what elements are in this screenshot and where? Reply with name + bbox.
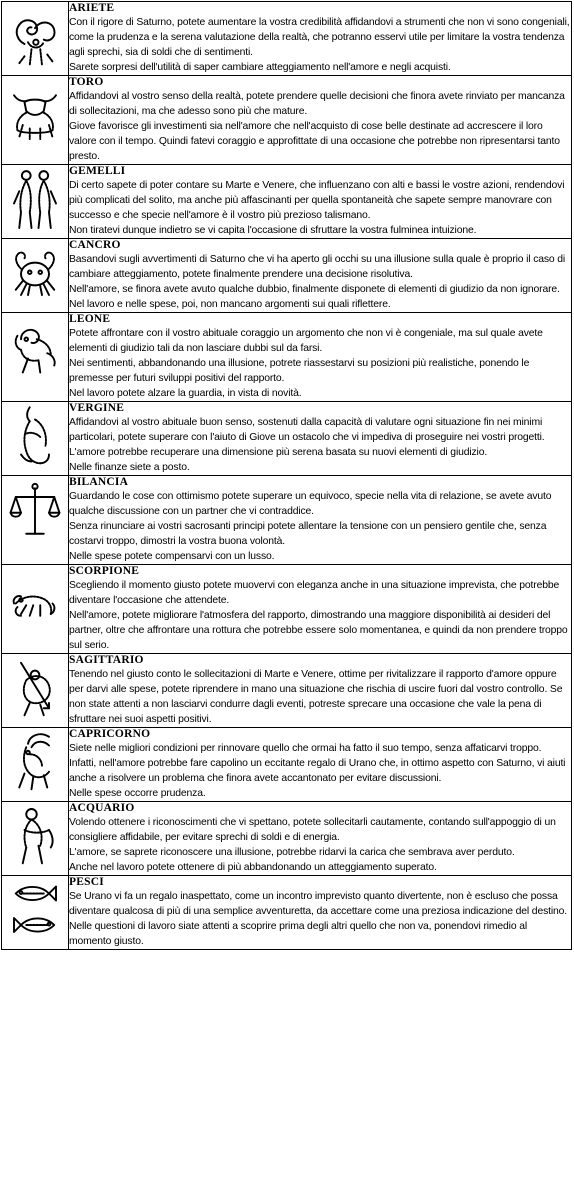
sign-name: ACQUARIO xyxy=(69,802,135,814)
horoscope-row xyxy=(2,876,572,950)
forecast-paragraph: L'amore, se saprete riconoscere una illusione, potrebbe ridarvi la carica che sembrava aver perduto. xyxy=(69,847,515,858)
horoscope-row xyxy=(2,76,572,165)
fish-icon xyxy=(8,876,62,946)
forecast-paragraph: Nei sentimenti, abbandonando una illusione, potrete riassestarvi su posizioni più realistiche, ponendo le premesse per futuri sviluppi positivi del rapporto. xyxy=(69,358,530,384)
sign-icon-cell xyxy=(2,76,69,165)
sign-icon-cell xyxy=(2,2,69,76)
horoscope-row xyxy=(2,728,572,802)
forecast-paragraph: Senza rinunciare ai vostri sacrosanti principi potete allentare la tensione con un pensiero gentile che, senza costarvi troppo, dimostri la vostra buona volontà. xyxy=(69,521,547,547)
forecast-paragraph: Nell'amore, potete migliorare l'atmosfera del rapporto, dimostrando una maggiore disponibilità ai desideri del partner, oltre che affrontare una rottura che potrebbe essere solo momentanea, e quindi da non prendere troppo sul serio. xyxy=(69,610,568,651)
horoscope-row xyxy=(2,2,572,76)
water-bearer-icon xyxy=(8,802,62,872)
horoscope-row xyxy=(2,239,572,313)
sign-icon-cell xyxy=(2,654,69,728)
sign-text-cell xyxy=(69,654,572,728)
forecast-paragraph: Di certo sapete di poter contare su Marte e Venere, che influenzano con alti e bassi le vostre azioni, rendendovi più complicati del solito, ma anche più affascinanti per quella spontaneità che sapete sempre manovrare con successo e che specie nell'amore è il vostro più prezioso talismano. xyxy=(69,180,565,221)
forecast-paragraph: Con il rigore di Saturno, potete aumentare la vostra credibilità affidandovi a strumenti che non vi sono congeniali, come la prudenza e la serena valutazione della realtà, che potranno esservi utile per limitare la vostra tendenza agli sprechi, sia di soldi che di sentimenti. xyxy=(69,17,570,58)
forecast-paragraph: Sarete sorpresi dell'utilità di saper cambiare atteggiamento nell'amore e negli acquisti. xyxy=(69,62,451,73)
sign-name: LEONE xyxy=(69,313,111,325)
horoscope-table xyxy=(1,1,572,950)
forecast-paragraph: Siete nelle migliori condizioni per rinnovare quello che ormai ha fatto il suo tempo, senza affaticarvi troppo. Infatti, nell'amore potrebbe fare capolino un eccitante regalo di Urano che, in ottimo aspetto con Saturno, vi aiuti anche a risolvere un problema che finora avete accantonato per evitare discussioni. xyxy=(69,743,566,784)
scorpion-icon xyxy=(8,565,62,635)
sign-icon-cell xyxy=(2,165,69,239)
forecast-paragraph: Basandovi sugli avvertimenti di Saturno che vi ha aperto gli occhi su una illusione sulla quale è proprio il caso di cambiare atteggiamento, potete finalmente prendere una decisione risolutiva. xyxy=(69,254,566,280)
forecast-paragraph: Se Urano vi fa un regalo inaspettato, come un incontro imprevisto quanto divertente, non è escluso che possa diventare qualcosa di più di una semplice avventuretta, da accettare come una preziosa indicazione del destino. Nelle questioni di lavoro siate attenti a scoprire prima degli altri quello che non va, ponendovi rimedio al momento giusto. xyxy=(69,891,568,947)
archer-icon xyxy=(8,654,62,724)
crab-icon xyxy=(8,239,62,309)
sign-text-cell xyxy=(69,476,572,565)
sign-text-cell xyxy=(69,565,572,654)
horoscope-row xyxy=(2,313,572,402)
ram-icon xyxy=(8,2,62,72)
forecast-paragraph: Nelle finanze siete a posto. xyxy=(69,462,190,473)
scales-icon xyxy=(8,476,62,546)
sign-icon-cell xyxy=(2,802,69,876)
sign-name: CANCRO xyxy=(69,239,121,251)
sign-text-cell xyxy=(69,728,572,802)
forecast-paragraph: Nell'amore, se finora avete avuto qualche dubbio, finalmente disponete di elementi di giudizio da non ignorare. Nel lavoro e nelle spese, poi, non mancano argomenti sui quali riflettere. xyxy=(69,284,560,310)
horoscope-row xyxy=(2,165,572,239)
sign-icon-cell xyxy=(2,402,69,476)
sign-name: PESCI xyxy=(69,876,104,888)
forecast-paragraph: Volendo ottenere i riconoscimenti che vi spettano, potete sollecitarli cautamente, contando sull'appoggio di un consigliere affidabile, per evitare sprechi di soldi e di energia. xyxy=(69,817,556,843)
sign-text-cell xyxy=(69,165,572,239)
lion-icon xyxy=(8,313,62,383)
sign-text-cell xyxy=(69,2,572,76)
forecast-paragraph: Potete affrontare con il vostro abituale coraggio un argomento che non vi è congeniale, ma sul quale avete elementi di giudizio tali da non lasciare dubbi sul da farsi. xyxy=(69,328,543,354)
sign-name: CAPRICORNO xyxy=(69,728,151,740)
forecast-paragraph: Affidandovi al vostro abituale buon senso, sostenuti dalla capacità di valutare ogni situazione fin nei minimi particolari, potete superare con l'aiuto di Giove un ostacolo che vi impediva di proseguire nei vostri progetti. L'amore potrebbe recuperare una dimensione più serena basata su nuovi elementi di giudizio. xyxy=(69,417,545,458)
sign-name: SAGITTARIO xyxy=(69,654,144,666)
horoscope-row xyxy=(2,565,572,654)
forecast-paragraph: Nelle spese potete compensarvi con un lusso. xyxy=(69,551,275,562)
sign-text-cell xyxy=(69,402,572,476)
virgin-icon xyxy=(8,402,62,472)
sign-text-cell xyxy=(69,239,572,313)
sign-text-cell xyxy=(69,876,572,950)
sign-icon-cell xyxy=(2,476,69,565)
sign-icon-cell xyxy=(2,728,69,802)
forecast-paragraph: Nelle spese occorre prudenza. xyxy=(69,788,206,799)
horoscope-row xyxy=(2,802,572,876)
horoscope-row xyxy=(2,654,572,728)
sign-name: BILANCIA xyxy=(69,476,129,488)
bull-icon xyxy=(8,76,62,146)
sign-name: SCORPIONE xyxy=(69,565,140,577)
forecast-paragraph: Affidandovi al vostro senso della realtà, potete prendere quelle decisioni che finora avete rinviato per mancanza di sollecitazioni, ma che adesso sono più che mature. xyxy=(69,91,565,117)
twins-icon xyxy=(8,165,62,235)
forecast-paragraph: Anche nel lavoro potete ottenere di più abbandonando un atteggiamento superato. xyxy=(69,862,437,873)
horoscope-row xyxy=(2,402,572,476)
horoscope-row xyxy=(2,476,572,565)
forecast-paragraph: Scegliendo il momento giusto potete muovervi con eleganza anche in una situazione imprevista, che potrebbe diventare l'occasione che attendete. xyxy=(69,580,560,606)
forecast-paragraph: Non tiratevi dunque indietro se vi capita l'occasione di sfruttare la vostra fulminea intuizione. xyxy=(69,225,477,236)
sign-name: GEMELLI xyxy=(69,165,126,177)
sign-text-cell xyxy=(69,313,572,402)
forecast-paragraph: Guardando le cose con ottimismo potete superare un equivoco, specie nella vita di relazione, se avete avuto qualche discussione con un partner che vi contraddice. xyxy=(69,491,552,517)
sign-name: ARIETE xyxy=(69,2,115,14)
sign-icon-cell xyxy=(2,565,69,654)
sign-icon-cell xyxy=(2,313,69,402)
sign-icon-cell xyxy=(2,876,69,950)
sign-name: VERGINE xyxy=(69,402,125,414)
sign-text-cell xyxy=(69,76,572,165)
forecast-paragraph: Tenendo nel giusto conto le sollecitazioni di Marte e Venere, ottime per rivitalizzare il rapporto d'amore oppure per darvi alle spese, potete riprendere in mano una situazione che rischia di uscire fuori dal vostro controllo. Se non state attenti a non lasciarvi condurre dagli eventi, potreste sprecare una occasione che vale la pena di sfruttare nei suoi aspetti positivi. xyxy=(69,669,563,725)
sign-icon-cell xyxy=(2,239,69,313)
forecast-paragraph: Giove favorisce gli investimenti sia nell'amore che nell'acquisto di cose belle destinate ad accrescere il loro valore con il tempo. Quindi fatevi coraggio e approfittate di una occasione che potrebbe non ripresentarsi tanto presto. xyxy=(69,121,560,162)
sign-name: TORO xyxy=(69,76,104,88)
sign-text-cell xyxy=(69,802,572,876)
goat-icon xyxy=(8,728,62,798)
forecast-paragraph: Nel lavoro potete alzare la guardia, in vista di novità. xyxy=(69,388,302,399)
